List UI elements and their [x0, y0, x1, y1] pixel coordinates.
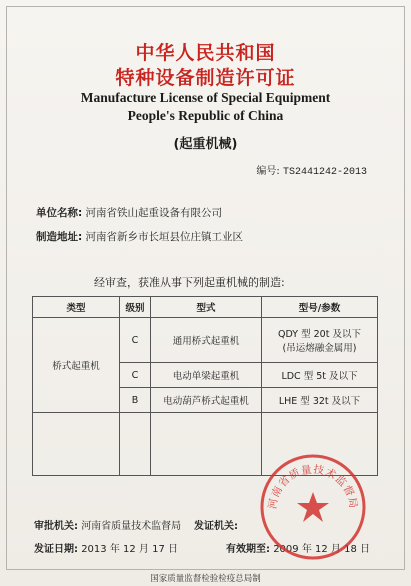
model-line1: QDY 型 20t 及以下 — [278, 329, 361, 340]
issue-date-label: 发证日期: — [34, 544, 78, 555]
type-cell: 桥式起重机 — [33, 318, 120, 413]
level-cell: C — [120, 318, 151, 363]
model-cell: LDC 型 5t 及以下 — [262, 363, 378, 388]
col-model: 型号/参数 — [262, 297, 378, 318]
title-en-line1: Manufacture License of Special Equipment — [80, 90, 331, 105]
title-cn-line1: 中华人民共和国 — [135, 42, 276, 64]
col-level: 级别 — [120, 297, 151, 318]
model-cell — [262, 318, 378, 363]
form-cell: 通用桥式起重机 — [151, 318, 262, 363]
address-value: 河南省新乡市长垣县位庄镇工业区 — [85, 231, 244, 243]
valid-value: 2009 年 12 月 18 日 — [273, 544, 370, 555]
unit-name-field — [36, 205, 222, 220]
level-cell: C — [120, 363, 151, 388]
authority-value: 河南省质量技术监督局 — [81, 521, 182, 532]
valid-label: 有效期至: — [226, 544, 270, 555]
form-cell: 电动单梁起重机 — [151, 363, 262, 388]
title-en-line2: People's Republic of China — [127, 108, 284, 123]
col-form: 型式 — [151, 297, 262, 318]
address-label: 制造地址: — [36, 231, 83, 243]
issuer-label: 发证机关: — [194, 521, 238, 532]
authority — [34, 517, 181, 532]
serial-label: 编号: — [256, 166, 280, 177]
table-row — [33, 318, 378, 363]
col-type: 类型 — [33, 297, 120, 318]
equipment-category: (起重机械) — [173, 137, 238, 152]
table-header-row — [33, 297, 378, 318]
form-cell: 电动葫芦桥式起重机 — [151, 388, 262, 413]
official-seal — [258, 452, 368, 562]
seal-text: 河南省质量技术监督局 — [266, 463, 360, 510]
bottom-reference: 国家质量监督检验检疫总局制 — [150, 574, 261, 584]
model-line2: (吊运熔融金属用) — [282, 343, 357, 354]
license-table — [32, 296, 378, 476]
level-cell: B — [120, 388, 151, 413]
issue-date — [34, 540, 178, 555]
authority-label: 审批机关: — [34, 521, 78, 532]
serial-number — [256, 162, 367, 178]
issue-date-value: 2013 年 12 月 17 日 — [81, 544, 178, 555]
title-cn-line2: 特种设备制造许可证 — [115, 67, 296, 89]
unit-value: 河南省铁山起重设备有限公司 — [85, 207, 223, 219]
address-field — [36, 229, 243, 244]
unit-label: 单位名称: — [36, 207, 83, 219]
model-cell: LHE 型 32t 及以下 — [262, 388, 378, 413]
serial-value: TS2441242-2013 — [282, 167, 367, 178]
issuer — [194, 517, 238, 532]
approval-intro: 经审查，获准从事下列起重机械的制造: — [94, 276, 285, 289]
